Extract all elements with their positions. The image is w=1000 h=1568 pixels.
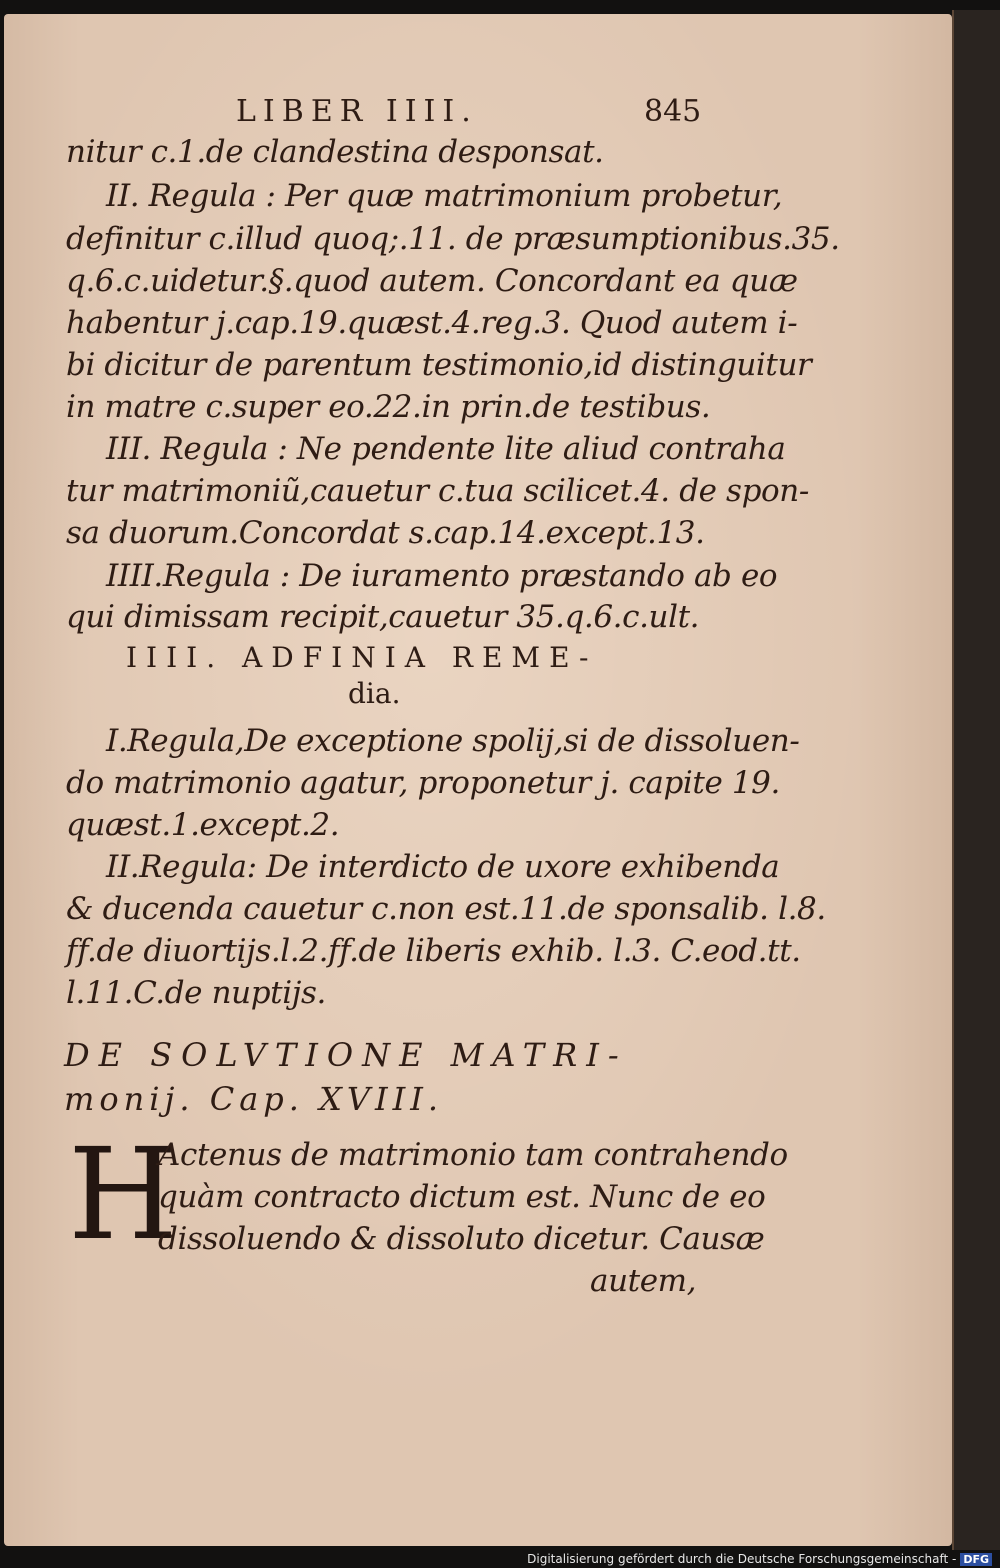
text-line: bi dicitur de parentum testimonio,id distinguitur — [66, 347, 812, 383]
credit-text: Digitalisierung gefördert durch die Deutsche Forschungsgemeinschaft - — [527, 1552, 957, 1566]
text-line: III. Regula : Ne pendente lite aliud contraha — [106, 431, 786, 467]
drop-cap-initial: H — [68, 1121, 178, 1268]
text-line: & ducenda cauetur c.non est.11.de sponsalib. l.8. — [66, 891, 826, 927]
text-line: do matrimonio agatur, proponetur j. capite 19. — [66, 765, 780, 801]
text-line: tur matrimoniũ,cauetur c.tua scilicet.4. de spon- — [66, 473, 809, 509]
text-line: qui dimissam recipit,cauetur 35.q.6.c.ult. — [66, 599, 700, 635]
text-line: Actenus de matrimonio tam contrahendo — [158, 1137, 788, 1173]
text-line: IIII.Regula : De iuramento præstando ab eo — [106, 558, 778, 594]
text-line: ff.de diuortijs.l.2.ff.de liberis exhib. l.3. C.eod.tt. — [66, 933, 801, 969]
chapter-heading: DE SOLVTIONE MATRI- — [64, 1036, 628, 1074]
text-line: in matre c.super eo.22.in prin.de testibus. — [66, 389, 711, 425]
section-subheading-continued: dia. — [348, 677, 401, 710]
text-line: habentur j.cap.19.quæst.4.reg.3. Quod autem i- — [66, 305, 798, 341]
text-line: II. Regula : Per quæ matrimonium probetur, — [106, 178, 783, 214]
text-line: nitur c.1.de clandestina desponsat. — [66, 134, 604, 170]
text-line: dissoluendo & dissoluto dicetur. Causæ — [158, 1221, 765, 1257]
folio-number: 845 — [644, 94, 702, 129]
catchword: autem, — [590, 1263, 697, 1299]
text-line: quæst.1.except.2. — [66, 807, 340, 843]
digitization-credit — [527, 1552, 992, 1566]
section-subheading: IIII. ADFINIA REME- — [126, 641, 598, 674]
running-head: LIBER IIII. — [236, 94, 478, 129]
text-line: I.Regula,De exceptione spolij,si de dissoluen- — [106, 723, 800, 759]
text-line: definitur c.illud quoq;.11. de præsumptionibus.35. — [66, 221, 840, 257]
text-line: quàm contracto dictum est. Nunc de eo — [158, 1179, 766, 1215]
text-line: sa duorum.Concordat s.cap.14.except.13. — [66, 515, 705, 551]
dfg-logo: DFG — [960, 1553, 992, 1566]
text-line: q.6.c.uidetur.§.quod autem. Concordant ea quæ — [66, 263, 798, 299]
text-line: l.11.C.de nuptijs. — [66, 975, 326, 1011]
text-line: II.Regula: De interdicto de uxore exhibenda — [106, 849, 780, 885]
chapter-heading-continued: monij. Cap. XVIII. — [64, 1080, 444, 1118]
book-page — [4, 14, 952, 1546]
book-edge-gutter — [952, 10, 1000, 1550]
